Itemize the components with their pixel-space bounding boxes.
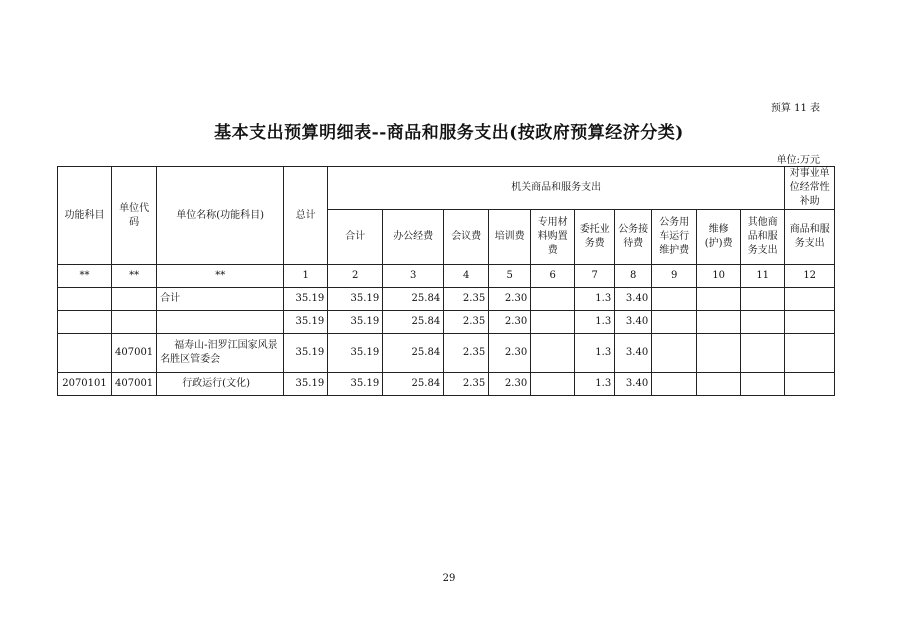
entrusted-cell: 1.3 <box>575 373 615 396</box>
vehicle-cell <box>652 311 697 334</box>
entrusted-cell: 1.3 <box>575 311 615 334</box>
index-cell: 7 <box>575 265 615 288</box>
total-cell: 35.19 <box>284 373 328 396</box>
col-header-materials: 专用材料购置费 <box>531 210 575 265</box>
index-cell: 4 <box>444 265 489 288</box>
unit-label: 单位:万元 <box>776 155 820 166</box>
meeting-cell: 2.35 <box>444 334 489 373</box>
unit-name-cell: 行政运行(文化) <box>157 373 284 396</box>
index-cell: ** <box>157 265 284 288</box>
col-header-repair: 维修(护)费 <box>697 210 741 265</box>
unit-code-cell <box>112 311 157 334</box>
total-cell: 35.19 <box>284 334 328 373</box>
index-cell: 12 <box>785 265 835 288</box>
meeting-cell: 2.35 <box>444 288 489 311</box>
reception-cell: 3.40 <box>615 334 652 373</box>
table-row <box>58 288 835 311</box>
index-cell: 3 <box>383 265 444 288</box>
page-number: 29 <box>442 573 456 584</box>
subtotal-cell: 35.19 <box>328 288 383 311</box>
table-row <box>58 311 835 334</box>
training-cell: 2.30 <box>489 334 531 373</box>
index-cell: 2 <box>328 265 383 288</box>
meeting-cell: 2.35 <box>444 311 489 334</box>
vehicle-cell <box>652 334 697 373</box>
repair-cell <box>697 373 741 396</box>
index-cell: 5 <box>489 265 531 288</box>
index-cell: 1 <box>284 265 328 288</box>
meeting-cell: 2.35 <box>444 373 489 396</box>
entrusted-cell: 1.3 <box>575 288 615 311</box>
col-group-subsidy: 对事业单位经常性补助 <box>785 167 835 210</box>
col-header-meeting: 会议费 <box>444 210 489 265</box>
subsidy-cell <box>785 311 835 334</box>
materials-cell <box>531 288 575 311</box>
index-cell: ** <box>58 265 112 288</box>
reception-cell: 3.40 <box>615 288 652 311</box>
entrusted-cell: 1.3 <box>575 334 615 373</box>
repair-cell <box>697 334 741 373</box>
office-cell: 25.84 <box>383 288 444 311</box>
vehicle-cell <box>652 288 697 311</box>
page-title: 基本支出预算明细表--商品和服务支出(按政府预算经济分类) <box>214 123 684 143</box>
unit-name-cell: 合计 <box>157 288 284 311</box>
table-row <box>58 334 835 373</box>
subtotal-cell: 35.19 <box>328 373 383 396</box>
unit-name-cell: 福寿山-汨罗江国家风景名胜区管委会 <box>157 334 284 373</box>
table-row <box>58 373 835 396</box>
office-cell: 25.84 <box>383 334 444 373</box>
subtotal-cell: 35.19 <box>328 334 383 373</box>
func-subject-cell <box>58 334 112 373</box>
other-cell <box>741 311 785 334</box>
col-header-total: 总计 <box>284 167 328 265</box>
materials-cell <box>531 311 575 334</box>
func-subject-cell <box>58 288 112 311</box>
index-cell: 8 <box>615 265 652 288</box>
budget-table <box>57 166 835 396</box>
subsidy-cell <box>785 334 835 373</box>
index-cell: 10 <box>697 265 741 288</box>
col-header-func-subject: 功能科目 <box>58 167 112 265</box>
col-header-subsidy-goods: 商品和服务支出 <box>785 210 835 265</box>
col-header-vehicle: 公务用车运行维护费 <box>652 210 697 265</box>
unit-name-cell <box>157 311 284 334</box>
training-cell: 2.30 <box>489 288 531 311</box>
col-group-org-goods-services: 机关商品和服务支出 <box>328 167 785 210</box>
total-cell: 35.19 <box>284 311 328 334</box>
unit-code-cell <box>112 288 157 311</box>
table-number: 预算 11 表 <box>770 103 820 114</box>
other-cell <box>741 288 785 311</box>
materials-cell <box>531 334 575 373</box>
vehicle-cell <box>652 373 697 396</box>
subtotal-cell: 35.19 <box>328 311 383 334</box>
reception-cell: 3.40 <box>615 311 652 334</box>
col-header-subtotal: 合计 <box>328 210 383 265</box>
unit-code-cell: 407001 <box>112 373 157 396</box>
col-header-entrusted: 委托业务费 <box>575 210 615 265</box>
index-cell: 6 <box>531 265 575 288</box>
col-header-other: 其他商品和服务支出 <box>741 210 785 265</box>
training-cell: 2.30 <box>489 311 531 334</box>
unit-code-cell: 407001 <box>112 334 157 373</box>
office-cell: 25.84 <box>383 311 444 334</box>
office-cell: 25.84 <box>383 373 444 396</box>
index-cell: 9 <box>652 265 697 288</box>
repair-cell <box>697 288 741 311</box>
col-header-training: 培训费 <box>489 210 531 265</box>
col-header-unit-code: 单位代码 <box>112 167 157 265</box>
index-cell: ** <box>112 265 157 288</box>
other-cell <box>741 334 785 373</box>
repair-cell <box>697 311 741 334</box>
total-cell: 35.19 <box>284 288 328 311</box>
reception-cell: 3.40 <box>615 373 652 396</box>
col-header-reception: 公务接待费 <box>615 210 652 265</box>
index-cell: 11 <box>741 265 785 288</box>
col-header-office: 办公经费 <box>383 210 444 265</box>
materials-cell <box>531 373 575 396</box>
training-cell: 2.30 <box>489 373 531 396</box>
func-subject-cell <box>58 311 112 334</box>
col-header-unit-name: 单位名称(功能科目) <box>157 167 284 265</box>
subsidy-cell <box>785 373 835 396</box>
subsidy-cell <box>785 288 835 311</box>
other-cell <box>741 373 785 396</box>
func-subject-cell: 2070101 <box>58 373 112 396</box>
